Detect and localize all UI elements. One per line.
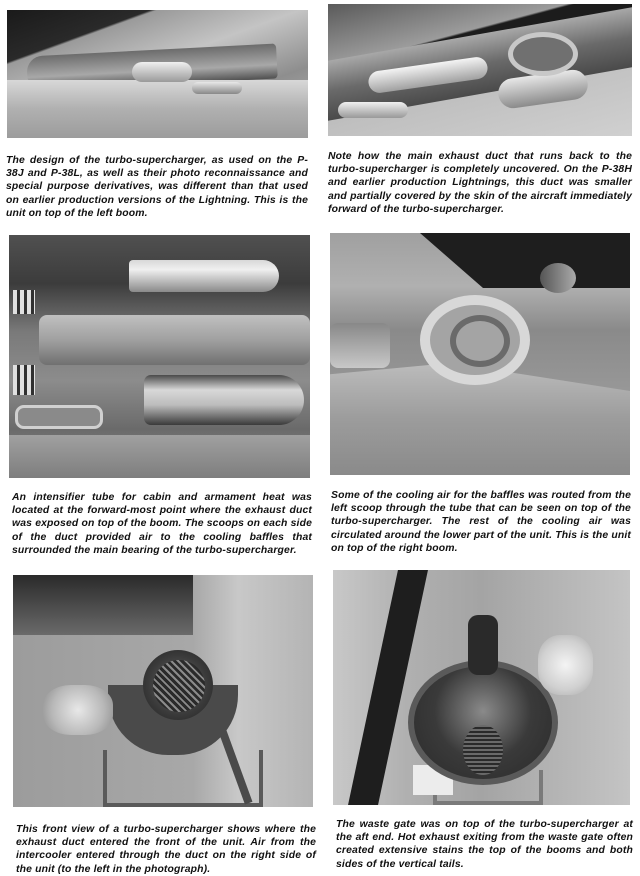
turbo-ring <box>508 32 578 76</box>
intensifier-tube <box>15 405 103 429</box>
photo-left-boom-turbo <box>7 10 308 138</box>
exhaust-duct <box>330 323 390 368</box>
lower-scoop <box>144 375 304 425</box>
scoop <box>132 62 192 82</box>
louvers-upper <box>13 290 35 314</box>
louvers-lower <box>13 365 35 395</box>
caption-intensifier-tube: An intensifier tube for cabin and armament heat was located at the forward-most point where the exhaust duct was exposed on top of the boom. The scoops on each side of the duct provided air to the cooling baffles that surrounded the main bearing of the turbo-supercharger. <box>12 492 312 556</box>
cooling-tube-outlet <box>540 263 576 293</box>
intake-duct <box>538 635 593 695</box>
caption-right-boom-turbo: Some of the cooling air for the baffles was routed from the left scoop through the tube that can be seen on top of the turbo-supercharger. The rest of the cooling air was circulated around the lower part of the unit. This is the unit on top of the right boom. <box>331 490 631 554</box>
intake-scoop <box>338 102 408 118</box>
upper-scoop <box>129 260 279 292</box>
photo-intensifier-tube <box>9 235 310 478</box>
background-hangar <box>13 575 193 635</box>
waste-gate <box>468 615 498 675</box>
screen-plate <box>463 725 503 775</box>
exhaust-duct <box>39 315 310 365</box>
background-shadow <box>420 233 630 288</box>
caption-exhaust-duct: Note how the main exhaust duct that runs back to the turbo-supercharger is completely uncovered. On the P-38H and earlier production Lightnings, this duct was smaller and partially covered by the skin of the aircraft immediately forward of the turbo-supercharger. <box>328 151 632 215</box>
scoop-lower <box>192 82 242 94</box>
caption-turbo-front-view: This front view of a turbo-supercharger shows where the exhaust duct entered the front of the unit. Air from the intercooler entered through the duct on the right side of the unit (to the left in the photograph). <box>16 824 316 875</box>
photo-right-boom-turbo <box>330 233 630 475</box>
intercooler-duct <box>43 685 113 735</box>
caption-left-boom-turbo: The design of the turbo-supercharger, as used on the P-38J and P-38L, as well as their photo reconnaissance and special purpose derivatives, was different than that used on earlier production versions of the Lightning. This is the unit on top of the left boom. <box>6 155 308 219</box>
boom-skin <box>9 435 310 478</box>
turbo-hub <box>450 315 510 367</box>
inlet-screen <box>153 660 205 712</box>
photo-waste-gate <box>333 570 630 805</box>
photo-exhaust-duct <box>328 4 632 136</box>
boom-skin <box>7 80 308 138</box>
photo-turbo-front-view <box>13 575 313 807</box>
caption-waste-gate: The waste gate was on top of the turbo-supercharger at the aft end. Hot exhaust exiting from the waste gate often created extensive stains the top of the booms and both sides of the vertical tails. <box>336 819 633 870</box>
